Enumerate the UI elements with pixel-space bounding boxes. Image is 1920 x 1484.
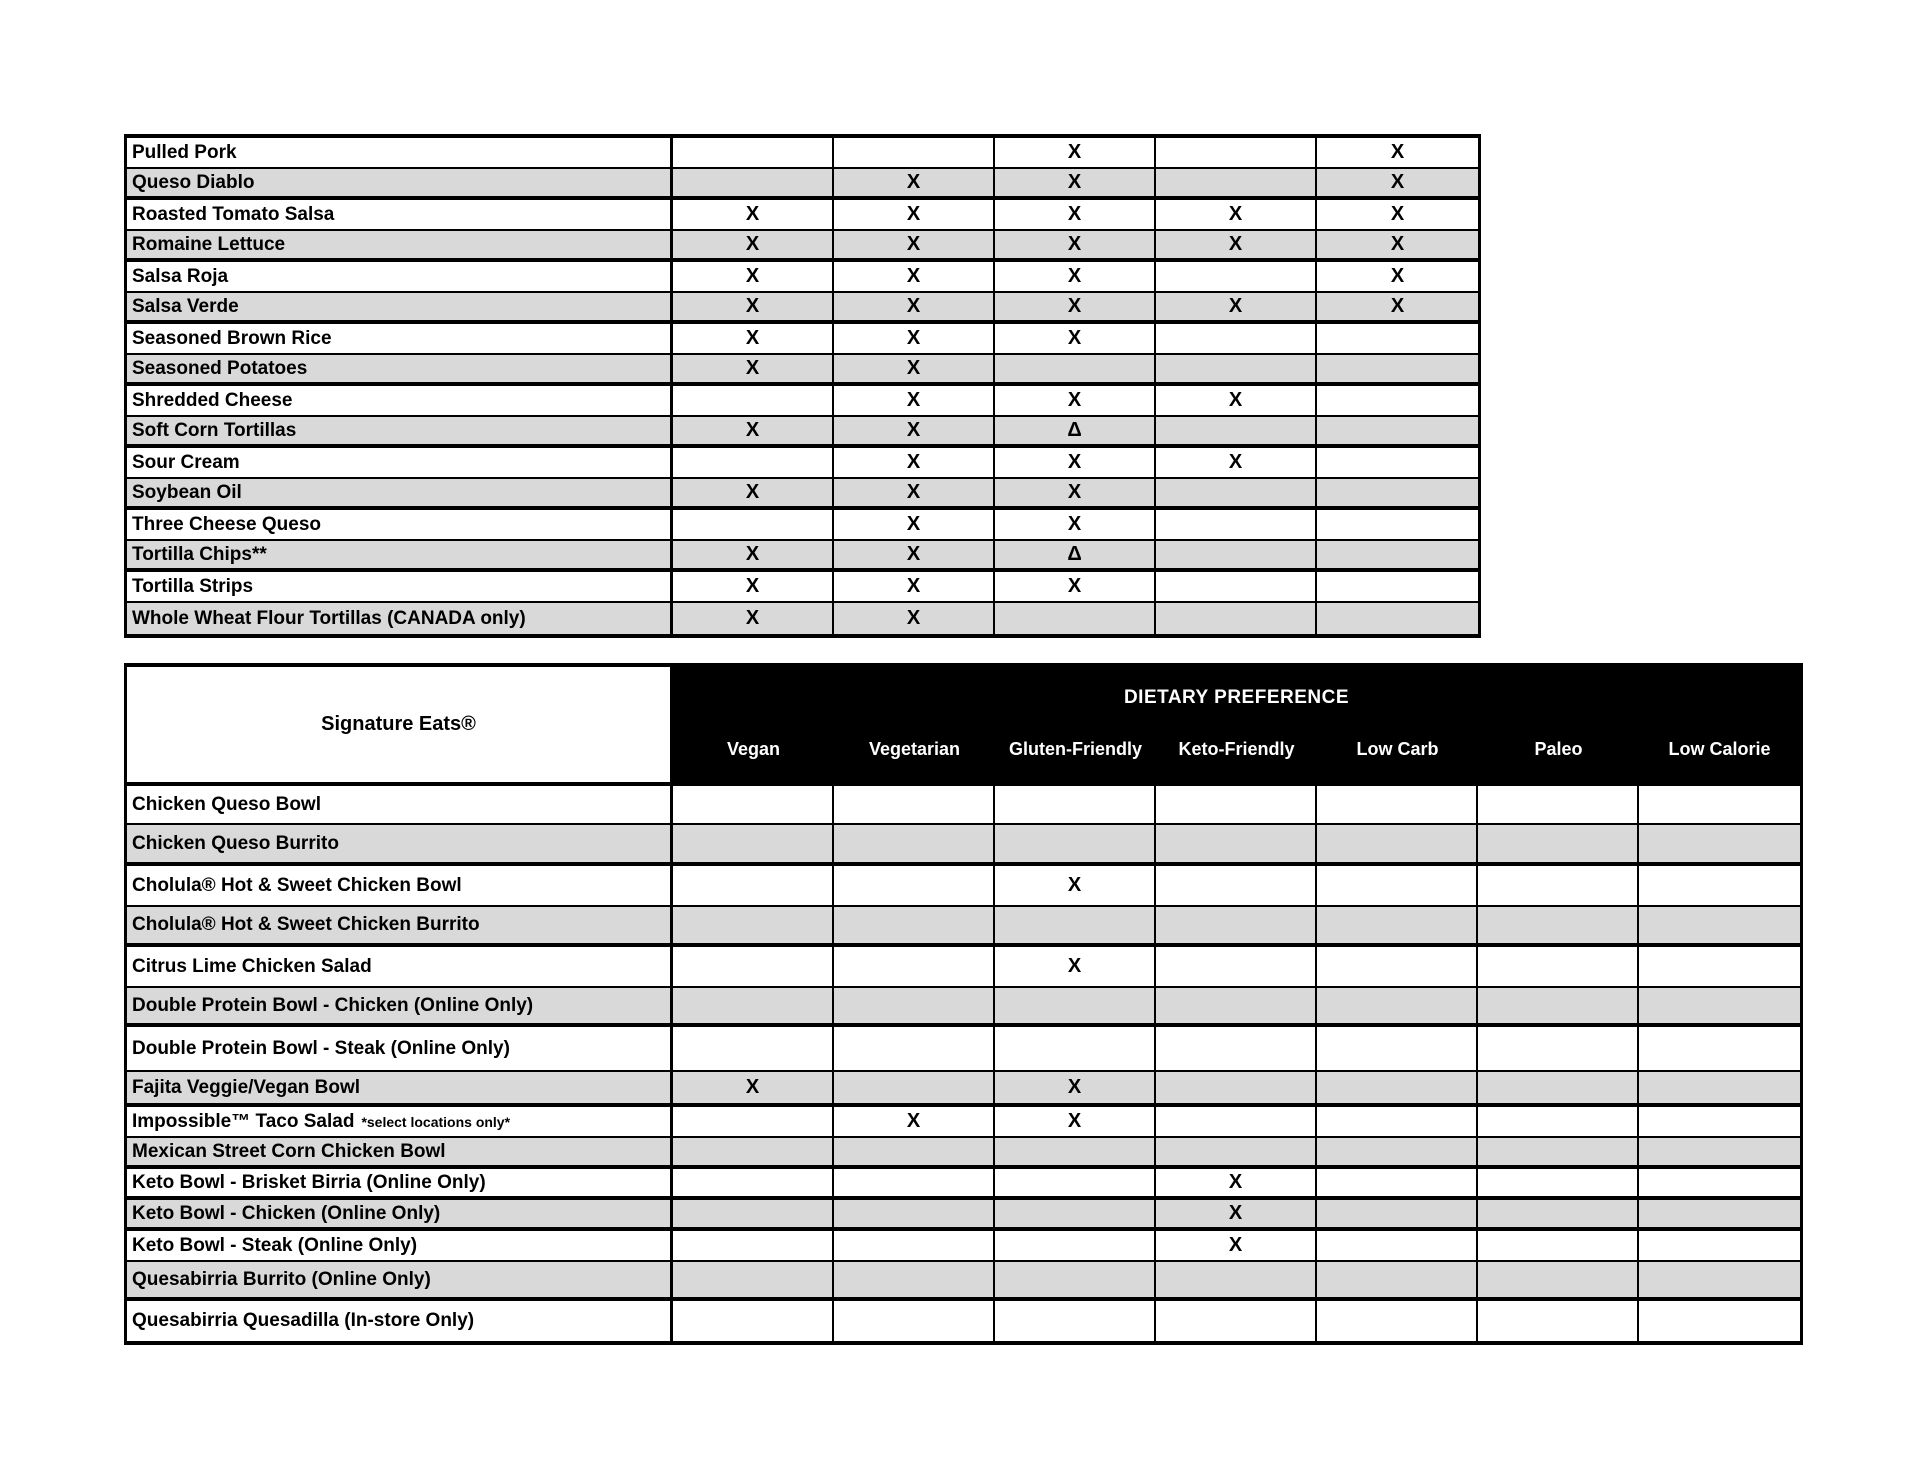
diet-mark-empty — [673, 907, 834, 943]
diet-mark-x: X — [834, 355, 995, 382]
diet-mark-x: X — [1156, 448, 1317, 477]
table-row — [127, 603, 1478, 634]
diet-mark-empty — [1156, 324, 1317, 353]
diet-mark-x: X — [1390, 233, 1405, 255]
diet-mark-x: X — [673, 572, 834, 601]
table-row — [127, 572, 1478, 603]
diet-mark-empty — [1317, 1107, 1478, 1136]
item-name: Cholula® Hot & Sweet Chicken Bowl — [127, 866, 673, 905]
diet-mark-empty — [1478, 1200, 1639, 1227]
diet-mark-empty — [995, 786, 1156, 823]
item-name: Seasoned Potatoes — [127, 355, 673, 382]
diet-mark-empty — [1639, 1072, 1800, 1103]
diet-mark-empty — [1478, 866, 1639, 905]
item-name: Whole Wheat Flour Tortillas (CANADA only) — [127, 603, 673, 634]
diet-mark-x: X — [834, 1107, 995, 1136]
diet-mark-empty — [1639, 1301, 1800, 1341]
diet-mark-x: X — [673, 262, 834, 291]
diet-mark-x: X — [995, 947, 1156, 986]
table-row — [127, 138, 1478, 169]
diet-mark-empty — [1317, 907, 1478, 943]
item-name: Double Protein Bowl - Steak (Online Only) — [127, 1027, 673, 1070]
diet-mark-empty — [1317, 1200, 1478, 1227]
item-name: Pulled Pork — [127, 138, 673, 167]
diet-mark-x: X — [834, 262, 995, 291]
item-name: Citrus Lime Chicken Salad — [127, 947, 673, 986]
diet-mark-empty — [673, 988, 834, 1023]
diet-mark-x: X — [673, 324, 834, 353]
diet-mark-empty — [834, 1262, 995, 1297]
diet-mark-empty — [1478, 786, 1639, 823]
diet-mark-empty — [1317, 603, 1478, 634]
diet-mark-empty — [1639, 866, 1800, 905]
item-name: Tortilla Chips** — [127, 541, 673, 568]
diet-mark-empty — [1639, 1200, 1800, 1227]
diet-mark-empty — [1317, 1027, 1478, 1070]
diet-mark-x: X — [995, 262, 1156, 291]
item-name: Shredded Cheese — [127, 386, 673, 415]
item-name: Quesabirria Quesadilla (In-store Only) — [127, 1301, 673, 1341]
diet-mark-x: X — [834, 603, 995, 634]
item-name: Soft Corn Tortillas — [127, 417, 673, 444]
diet-mark-empty — [834, 1027, 995, 1070]
diet-mark-empty — [995, 1301, 1156, 1341]
dietary-preference-label: DIETARY PREFERENCE — [1123, 687, 1350, 708]
diet-mark-empty — [995, 1262, 1156, 1297]
diet-mark-empty — [995, 1169, 1156, 1196]
diet-mark-x: X — [834, 200, 995, 229]
item-note: *select locations only* — [361, 1113, 511, 1130]
diet-mark-empty — [1156, 603, 1317, 634]
diet-mark-empty — [834, 1138, 995, 1165]
diet-mark-empty — [1639, 947, 1800, 986]
diet-mark-empty — [1156, 169, 1317, 196]
diet-mark-empty — [995, 1138, 1156, 1165]
diet-mark-x: X — [1156, 1169, 1317, 1196]
diet-mark-empty — [1156, 1138, 1317, 1165]
table-row — [127, 1262, 1800, 1301]
diet-mark-x: X — [673, 355, 834, 382]
diet-mark-x: X — [1156, 200, 1317, 229]
table-row — [127, 1027, 1800, 1072]
diet-mark-empty — [1156, 262, 1317, 291]
diet-mark-x: X — [995, 479, 1156, 506]
table-row — [127, 1138, 1800, 1169]
diet-mark-x: X — [995, 1107, 1156, 1136]
column-header-low-carb: Low Carb — [1356, 739, 1439, 759]
diet-mark-empty — [1156, 1107, 1317, 1136]
diet-mark-empty — [834, 138, 995, 167]
diet-mark-empty — [1639, 786, 1800, 823]
diet-mark-empty — [1639, 1138, 1800, 1165]
item-name: Double Protein Bowl - Chicken (Online Only) — [127, 988, 673, 1023]
diet-mark-empty — [673, 1027, 834, 1070]
diet-mark-delta: Δ — [995, 541, 1156, 568]
diet-mark-empty — [673, 866, 834, 905]
diet-mark-empty — [1156, 417, 1317, 444]
diet-mark-empty — [1156, 947, 1317, 986]
diet-mark-empty — [1317, 541, 1478, 568]
diet-mark-empty — [1156, 866, 1317, 905]
diet-mark-x: X — [995, 231, 1156, 258]
diet-mark-empty — [1156, 1027, 1317, 1070]
diet-mark-x: X — [995, 866, 1156, 905]
diet-mark-empty — [1317, 1138, 1478, 1165]
diet-mark-x: X — [1156, 1200, 1317, 1227]
diet-mark-empty — [673, 448, 834, 477]
diet-mark-x: X — [995, 293, 1156, 320]
item-name: Quesabirria Burrito (Online Only) — [127, 1262, 673, 1297]
diet-mark-empty — [834, 1200, 995, 1227]
table-row — [127, 417, 1478, 448]
diet-mark-empty — [1639, 988, 1800, 1023]
item-name: Chicken Queso Bowl — [127, 786, 673, 823]
diet-mark-empty — [1317, 1231, 1478, 1260]
table-row — [127, 479, 1478, 510]
diet-mark-empty — [1317, 786, 1478, 823]
diet-mark-empty — [834, 988, 995, 1023]
table-row — [127, 947, 1800, 988]
table-row — [127, 907, 1800, 947]
table-row — [127, 825, 1800, 866]
diet-mark-x: X — [834, 324, 995, 353]
item-name: Roasted Tomato Salsa — [127, 200, 673, 229]
diet-mark-x: X — [673, 293, 834, 320]
diet-mark-x: X — [1390, 171, 1405, 193]
diet-mark-empty — [1156, 541, 1317, 568]
diet-mark-x: X — [1390, 203, 1405, 225]
diet-mark-empty — [995, 825, 1156, 862]
diet-mark-empty — [1317, 825, 1478, 862]
diet-mark-empty — [834, 1301, 995, 1341]
diet-mark-empty — [1156, 355, 1317, 382]
diet-mark-x: X — [673, 200, 834, 229]
diet-mark-empty — [834, 907, 995, 943]
diet-mark-empty — [1478, 1262, 1639, 1297]
diet-mark-empty — [995, 1231, 1156, 1260]
diet-mark-empty — [1478, 988, 1639, 1023]
diet-mark-empty — [673, 786, 834, 823]
diet-mark-x: X — [1390, 141, 1405, 163]
diet-mark-x: X — [834, 417, 995, 444]
diet-mark-x: X — [673, 417, 834, 444]
diet-mark-empty — [1478, 1231, 1639, 1260]
diet-mark-empty — [1156, 1072, 1317, 1103]
diet-mark-empty — [673, 1231, 834, 1260]
diet-mark-x: X — [673, 1072, 834, 1103]
diet-mark-empty — [673, 1107, 834, 1136]
item-name: Seasoned Brown Rice — [127, 324, 673, 353]
table-row — [127, 1301, 1800, 1341]
diet-mark-x: X — [995, 200, 1156, 229]
column-header-paleo: Paleo — [1534, 739, 1583, 759]
diet-mark-empty — [1317, 479, 1478, 506]
diet-mark-empty — [673, 1138, 834, 1165]
item-name: Queso Diablo — [127, 169, 673, 196]
diet-mark-empty — [1156, 907, 1317, 943]
diet-mark-empty — [834, 947, 995, 986]
diet-mark-empty — [995, 988, 1156, 1023]
item-name: Tortilla Strips — [127, 572, 673, 601]
item-name: Salsa Verde — [127, 293, 673, 320]
diet-mark-delta: Δ — [995, 417, 1156, 444]
diet-mark-x: X — [834, 510, 995, 539]
diet-mark-empty — [995, 1027, 1156, 1070]
item-name: Keto Bowl - Steak (Online Only) — [127, 1231, 673, 1260]
item-name: Salsa Roja — [127, 262, 673, 291]
table-row — [127, 324, 1478, 355]
diet-mark-empty — [1156, 1301, 1317, 1341]
diet-mark-empty — [673, 1169, 834, 1196]
diet-mark-empty — [1156, 572, 1317, 601]
item-name: Cholula® Hot & Sweet Chicken Burrito — [127, 907, 673, 943]
diet-mark-empty — [1156, 825, 1317, 862]
diet-mark-empty — [673, 169, 834, 196]
table-row — [127, 169, 1478, 200]
diet-mark-empty — [995, 355, 1156, 382]
diet-mark-x: X — [1390, 265, 1405, 287]
diet-mark-empty — [673, 825, 834, 862]
table-row — [127, 1169, 1800, 1200]
item-name: Keto Bowl - Chicken (Online Only) — [127, 1200, 673, 1227]
table-row — [127, 448, 1478, 479]
column-header-vegan: Vegan — [726, 739, 781, 759]
diet-mark-empty — [834, 825, 995, 862]
diet-mark-empty — [1156, 479, 1317, 506]
diet-mark-empty — [1478, 907, 1639, 943]
table-row — [127, 510, 1478, 541]
table-row — [127, 1200, 1800, 1231]
diet-mark-x: X — [673, 231, 834, 258]
item-name: Three Cheese Queso — [127, 510, 673, 539]
table-row — [127, 866, 1800, 907]
table-row — [127, 386, 1478, 417]
diet-mark-empty — [1156, 510, 1317, 539]
column-header-keto-friendly: Keto-Friendly — [1178, 739, 1295, 759]
diet-mark-empty — [1478, 1138, 1639, 1165]
diet-mark-empty — [1156, 138, 1317, 167]
item-name: Soybean Oil — [127, 479, 673, 506]
diet-mark-x: X — [834, 572, 995, 601]
diet-mark-empty — [1478, 1072, 1639, 1103]
item-name: Impossible™ Taco Salad *select locations only* — [127, 1107, 673, 1136]
table-row — [127, 786, 1800, 825]
diet-mark-empty — [834, 1169, 995, 1196]
diet-mark-empty — [1317, 417, 1478, 444]
diet-mark-x: X — [995, 386, 1156, 415]
diet-mark-x: X — [673, 603, 834, 634]
diet-mark-empty — [1317, 866, 1478, 905]
table-row — [127, 988, 1800, 1027]
diet-mark-empty — [673, 138, 834, 167]
diet-mark-empty — [1478, 1301, 1639, 1341]
table-row — [127, 1107, 1800, 1138]
table-row — [127, 262, 1478, 293]
diet-mark-empty — [673, 510, 834, 539]
diet-mark-x: X — [1156, 386, 1317, 415]
column-header-low-calorie: Low Calorie — [1668, 739, 1771, 759]
table-row — [127, 293, 1478, 324]
diet-mark-x: X — [834, 169, 995, 196]
item-name: Fajita Veggie/Vegan Bowl — [127, 1072, 673, 1103]
diet-mark-empty — [834, 866, 995, 905]
item-name: Keto Bowl - Brisket Birria (Online Only) — [127, 1169, 673, 1196]
diet-mark-x: X — [834, 479, 995, 506]
dietary-preference-band — [673, 667, 1800, 782]
diet-mark-empty — [1639, 1027, 1800, 1070]
diet-mark-empty — [995, 1200, 1156, 1227]
ingredients-dietary-table — [124, 134, 1481, 638]
diet-mark-empty — [1317, 1301, 1478, 1341]
diet-mark-x: X — [673, 479, 834, 506]
diet-mark-empty — [995, 907, 1156, 943]
diet-mark-empty — [1639, 1107, 1800, 1136]
diet-mark-x: X — [1156, 231, 1317, 258]
diet-mark-x: X — [834, 448, 995, 477]
diet-mark-empty — [1478, 825, 1639, 862]
diet-mark-x: X — [995, 510, 1156, 539]
column-header-vegetarian: Vegetarian — [868, 739, 961, 759]
diet-mark-empty — [1317, 988, 1478, 1023]
diet-mark-x: X — [834, 293, 995, 320]
diet-mark-empty — [1156, 1262, 1317, 1297]
item-name: Sour Cream — [127, 448, 673, 477]
diet-mark-empty — [834, 1231, 995, 1260]
diet-mark-empty — [1639, 1262, 1800, 1297]
diet-mark-x: X — [1156, 293, 1317, 320]
diet-mark-empty — [673, 947, 834, 986]
diet-mark-empty — [1317, 355, 1478, 382]
diet-mark-x: X — [995, 169, 1156, 196]
diet-mark-empty — [1639, 1169, 1800, 1196]
diet-mark-empty — [673, 386, 834, 415]
diet-mark-empty — [1317, 324, 1478, 353]
diet-mark-empty — [1156, 988, 1317, 1023]
table-row — [127, 541, 1478, 572]
diet-mark-x: X — [673, 541, 834, 568]
signature-table-body — [127, 786, 1800, 1341]
diet-mark-empty — [1317, 947, 1478, 986]
signature-eats-table — [124, 663, 1803, 1345]
diet-mark-empty — [1478, 1169, 1639, 1196]
diet-mark-empty — [1317, 510, 1478, 539]
diet-mark-empty — [834, 1072, 995, 1103]
diet-mark-empty — [1317, 1262, 1478, 1297]
diet-mark-empty — [1639, 907, 1800, 943]
diet-mark-x: X — [995, 324, 1156, 353]
diet-mark-x: X — [995, 572, 1156, 601]
diet-mark-empty — [673, 1262, 834, 1297]
diet-mark-x: X — [1390, 295, 1405, 317]
diet-mark-x: X — [995, 448, 1156, 477]
diet-mark-empty — [1478, 1027, 1639, 1070]
diet-mark-empty — [834, 786, 995, 823]
diet-column-headers — [673, 739, 1800, 760]
diet-mark-empty — [1317, 386, 1478, 415]
signature-table-header — [127, 667, 1800, 786]
diet-mark-empty — [673, 1301, 834, 1341]
table-row — [127, 200, 1478, 231]
diet-mark-empty — [1156, 786, 1317, 823]
table-row — [127, 231, 1478, 262]
column-header-gluten-friendly: Gluten-Friendly — [1008, 739, 1142, 759]
diet-mark-empty — [1317, 1072, 1478, 1103]
diet-mark-empty — [1639, 825, 1800, 862]
diet-mark-x: X — [995, 138, 1156, 167]
item-name: Chicken Queso Burrito — [127, 825, 673, 862]
diet-mark-x: X — [834, 231, 995, 258]
diet-mark-empty — [1317, 572, 1478, 601]
item-name: Romaine Lettuce — [127, 231, 673, 258]
item-name: Mexican Street Corn Chicken Bowl — [127, 1138, 673, 1165]
diet-mark-x: X — [834, 386, 995, 415]
diet-mark-empty — [1478, 947, 1639, 986]
table-row — [127, 355, 1478, 386]
diet-mark-x: X — [834, 541, 995, 568]
diet-mark-empty — [1639, 1231, 1800, 1260]
diet-mark-empty — [673, 1200, 834, 1227]
table-row — [127, 1231, 1800, 1262]
diet-mark-empty — [995, 603, 1156, 634]
diet-mark-x: X — [1156, 1231, 1317, 1260]
diet-mark-empty — [1317, 448, 1478, 477]
diet-mark-empty — [1478, 1107, 1639, 1136]
signature-eats-title: Signature Eats® — [127, 667, 673, 782]
diet-mark-x: X — [995, 1072, 1156, 1103]
diet-mark-empty — [1317, 1169, 1478, 1196]
table-row — [127, 1072, 1800, 1107]
